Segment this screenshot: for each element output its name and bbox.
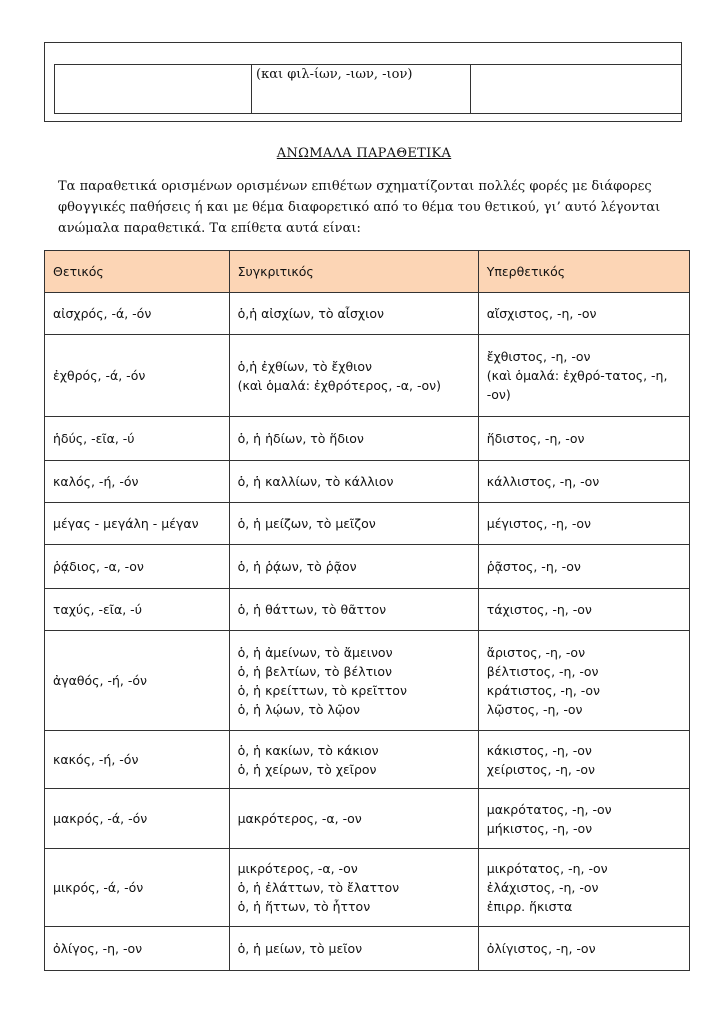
cell-line: ῥᾴδιος, -α, -ον: [53, 559, 144, 574]
table-row: [45, 789, 690, 849]
cell-line: ἡδύς, -εῖα, -ύ: [53, 431, 135, 446]
cell-line: ταχύς, -εῖα, -ύ: [53, 602, 142, 617]
cell-line: ἐλάχιστος, -η, -ον: [486, 880, 599, 895]
cell-line: ὁ, ἡ κακίων, τὸ κάκιον: [237, 742, 379, 758]
cell-line: ὁ, ἡ ἐλάττων, τὸ ἔλαττον: [237, 880, 400, 895]
positive-cell: [45, 293, 230, 335]
positive-cell: [45, 589, 230, 631]
comparative-cell: [229, 789, 478, 849]
cell-line: ὀλίγος, -η, -ον: [53, 941, 143, 956]
intro-paragraph: [58, 176, 678, 239]
header-comparative: Συγκριτικός: [229, 251, 478, 293]
intro-line: φθογγικές παθήσεις ή και με θέμα διαφορετικό από το θέμα του θετικού, γι’ αυτό λέγονται: [58, 200, 661, 215]
cell-line: ἔχθιστος, -η, -ον: [486, 349, 591, 364]
cell-line: κάκιστος, -η, -ον: [486, 742, 592, 758]
header-superlative: Υπερθετικός: [478, 251, 689, 293]
cell-line: βέλτιστος, -η, -ον: [486, 663, 599, 679]
intro-line: ανώμαλα παραθετικά. Τα επίθετα αυτά είναι:: [58, 221, 361, 236]
table-row: [45, 927, 690, 971]
cell-line: μικρότερος, -α, -ον: [237, 861, 358, 876]
cell-line: μέγας - μεγάλη - μέγαν: [53, 516, 199, 531]
superlative-cell: [478, 789, 689, 849]
page-heading: ΑΝΩΜΑΛΑ ΠΑΡΑΘΕΤΙΚΑ: [276, 146, 452, 161]
comparative-cell: [229, 503, 478, 545]
comparative-cell: [229, 731, 478, 789]
cell-line: ὁ, ἡ καλλίων, τὸ κάλλιον: [237, 474, 394, 489]
positive-cell: [45, 731, 230, 789]
top-table-cell: [471, 65, 682, 114]
positive-cell: [45, 927, 230, 971]
cell-line: ὁ, ἡ βελτίων, τὸ βέλτιον: [237, 663, 393, 679]
superlative-cell: [478, 731, 689, 789]
cell-line: κακός, -ή, -όν: [53, 752, 139, 767]
cell-line: -ον): [486, 387, 511, 402]
top-table: [54, 64, 682, 114]
comparative-cell: [229, 631, 478, 731]
table-row: [45, 545, 690, 589]
cell-line: μακρός, -ά, -όν: [53, 811, 148, 826]
header-positive: Θετικός: [45, 251, 230, 293]
comparative-cell: [229, 849, 478, 927]
cell-line: ὁ, ἡ ἥττων, τὸ ἧττον: [237, 899, 371, 914]
comparative-cell: [229, 589, 478, 631]
positive-cell: [45, 849, 230, 927]
superlative-cell: [478, 589, 689, 631]
cell-line: ὁ, ἡ λῴων, τὸ λῷον: [237, 701, 360, 717]
comparative-cell: [229, 417, 478, 461]
cell-line: ἥδιστος, -η, -ον: [486, 431, 585, 446]
positive-cell: [45, 417, 230, 461]
cell-line: (καὶ ὁμαλά: ἐχθρότερος, -α, -ον): [237, 377, 441, 393]
cell-line: ὁ, ἡ θάττων, τὸ θᾶττον: [237, 602, 387, 617]
cell-line: μήκιστος, -η, -ον: [486, 820, 593, 836]
cell-line: ἀγαθός, -ή, -όν: [53, 673, 147, 688]
cell-line: (καὶ ὁμαλά: ἐχθρό-τατος, -η,: [486, 368, 668, 383]
cell-line: ὁ, ἡ χείρων, τὸ χεῖρον: [237, 761, 377, 777]
superlative-cell: [478, 461, 689, 503]
cell-line: ὁ, ἡ μείων, τὸ μεῖον: [237, 941, 363, 956]
table-row: [45, 293, 690, 335]
cell-line: ὁ, ἡ ἀμείνων, τὸ ἄμεινον: [237, 644, 393, 660]
table-row: [45, 731, 690, 789]
top-table-cell: [55, 65, 252, 114]
positive-cell: [45, 503, 230, 545]
cell-line: ἐχθρός, -ά, -όν: [53, 368, 146, 383]
positive-cell: [45, 461, 230, 503]
top-table-cell: (και φιλ-ίων, -ιων, -ιον): [252, 65, 471, 114]
superlative-cell: [478, 335, 689, 417]
comparative-cell: [229, 335, 478, 417]
positive-cell: [45, 545, 230, 589]
cell-line: κάλλιστος, -η, -ον: [486, 474, 600, 489]
cell-line: ὁ, ἡ κρείττων, τὸ κρεῖττον: [237, 682, 407, 698]
cell-line: ἄριστος, -η, -ον: [486, 644, 586, 660]
superlative-cell: [478, 631, 689, 731]
cell-line: μακρότερος, -α, -ον: [237, 811, 362, 826]
comparatives-table: [44, 250, 690, 971]
superlative-cell: [478, 849, 689, 927]
cell-line: ὀλίγιστος, -η, -ον: [486, 941, 596, 956]
cell-line: χείριστος, -η, -ον: [486, 761, 596, 777]
table-row: [45, 631, 690, 731]
table-row: [45, 849, 690, 927]
cell-line: λῷστος, -η, -ον: [486, 701, 583, 717]
intro-line: Τα παραθετικά ορισμένων ορισμένων επιθέτων σχηματίζονται πολλές φορές με διάφορες: [58, 179, 652, 194]
table-header-row: [45, 251, 690, 293]
superlative-cell: [478, 545, 689, 589]
cell-line: κράτιστος, -η, -ον: [486, 682, 600, 698]
superlative-cell: [478, 293, 689, 335]
superlative-cell: [478, 417, 689, 461]
cell-line: μικρός, -ά, -όν: [53, 880, 144, 895]
cell-line: καλός, -ή, -όν: [53, 474, 139, 489]
superlative-cell: [478, 503, 689, 545]
superlative-cell: [478, 927, 689, 971]
positive-cell: [45, 631, 230, 731]
table-row: [45, 461, 690, 503]
cell-line: ὁ, ἡ ἡδίων, τὸ ἥδιον: [237, 431, 364, 446]
cell-line: μέγιστος, -η, -ον: [486, 516, 591, 531]
comparative-cell: [229, 927, 478, 971]
cell-line: ὁ,ἡ ἐχθίων, τὸ ἔχθιον: [237, 358, 372, 374]
cell-line: ῥᾷστος, -η, -ον: [486, 559, 581, 574]
comparative-cell: [229, 545, 478, 589]
positive-cell: [45, 789, 230, 849]
cell-line: ἐπιρρ. ἥκιστα: [486, 899, 573, 914]
cell-line: ὁ, ἡ ῥᾴων, τὸ ῥᾷον: [237, 559, 357, 574]
table-row: [45, 335, 690, 417]
cell-line: τάχιστος, -η, -ον: [486, 602, 592, 617]
cell-line: μακρότατος, -η, -ον: [486, 801, 612, 817]
positive-cell: [45, 335, 230, 417]
table-row: [45, 589, 690, 631]
comparative-cell: [229, 293, 478, 335]
table-row: [45, 503, 690, 545]
table-row: [45, 417, 690, 461]
cell-line: μικρότατος, -η, -ον: [486, 861, 608, 876]
cell-line: ὁ,ἡ αἰσχίων, τὸ αἶσχιον: [237, 306, 384, 321]
comparative-cell: [229, 461, 478, 503]
cell-line: αἰσχρός, -ά, -όν: [53, 306, 152, 321]
cell-line: αἴσχιστος, -η, -ον: [486, 306, 597, 321]
cell-line: ὁ, ἡ μείζων, τὸ μεῖζον: [237, 516, 376, 531]
